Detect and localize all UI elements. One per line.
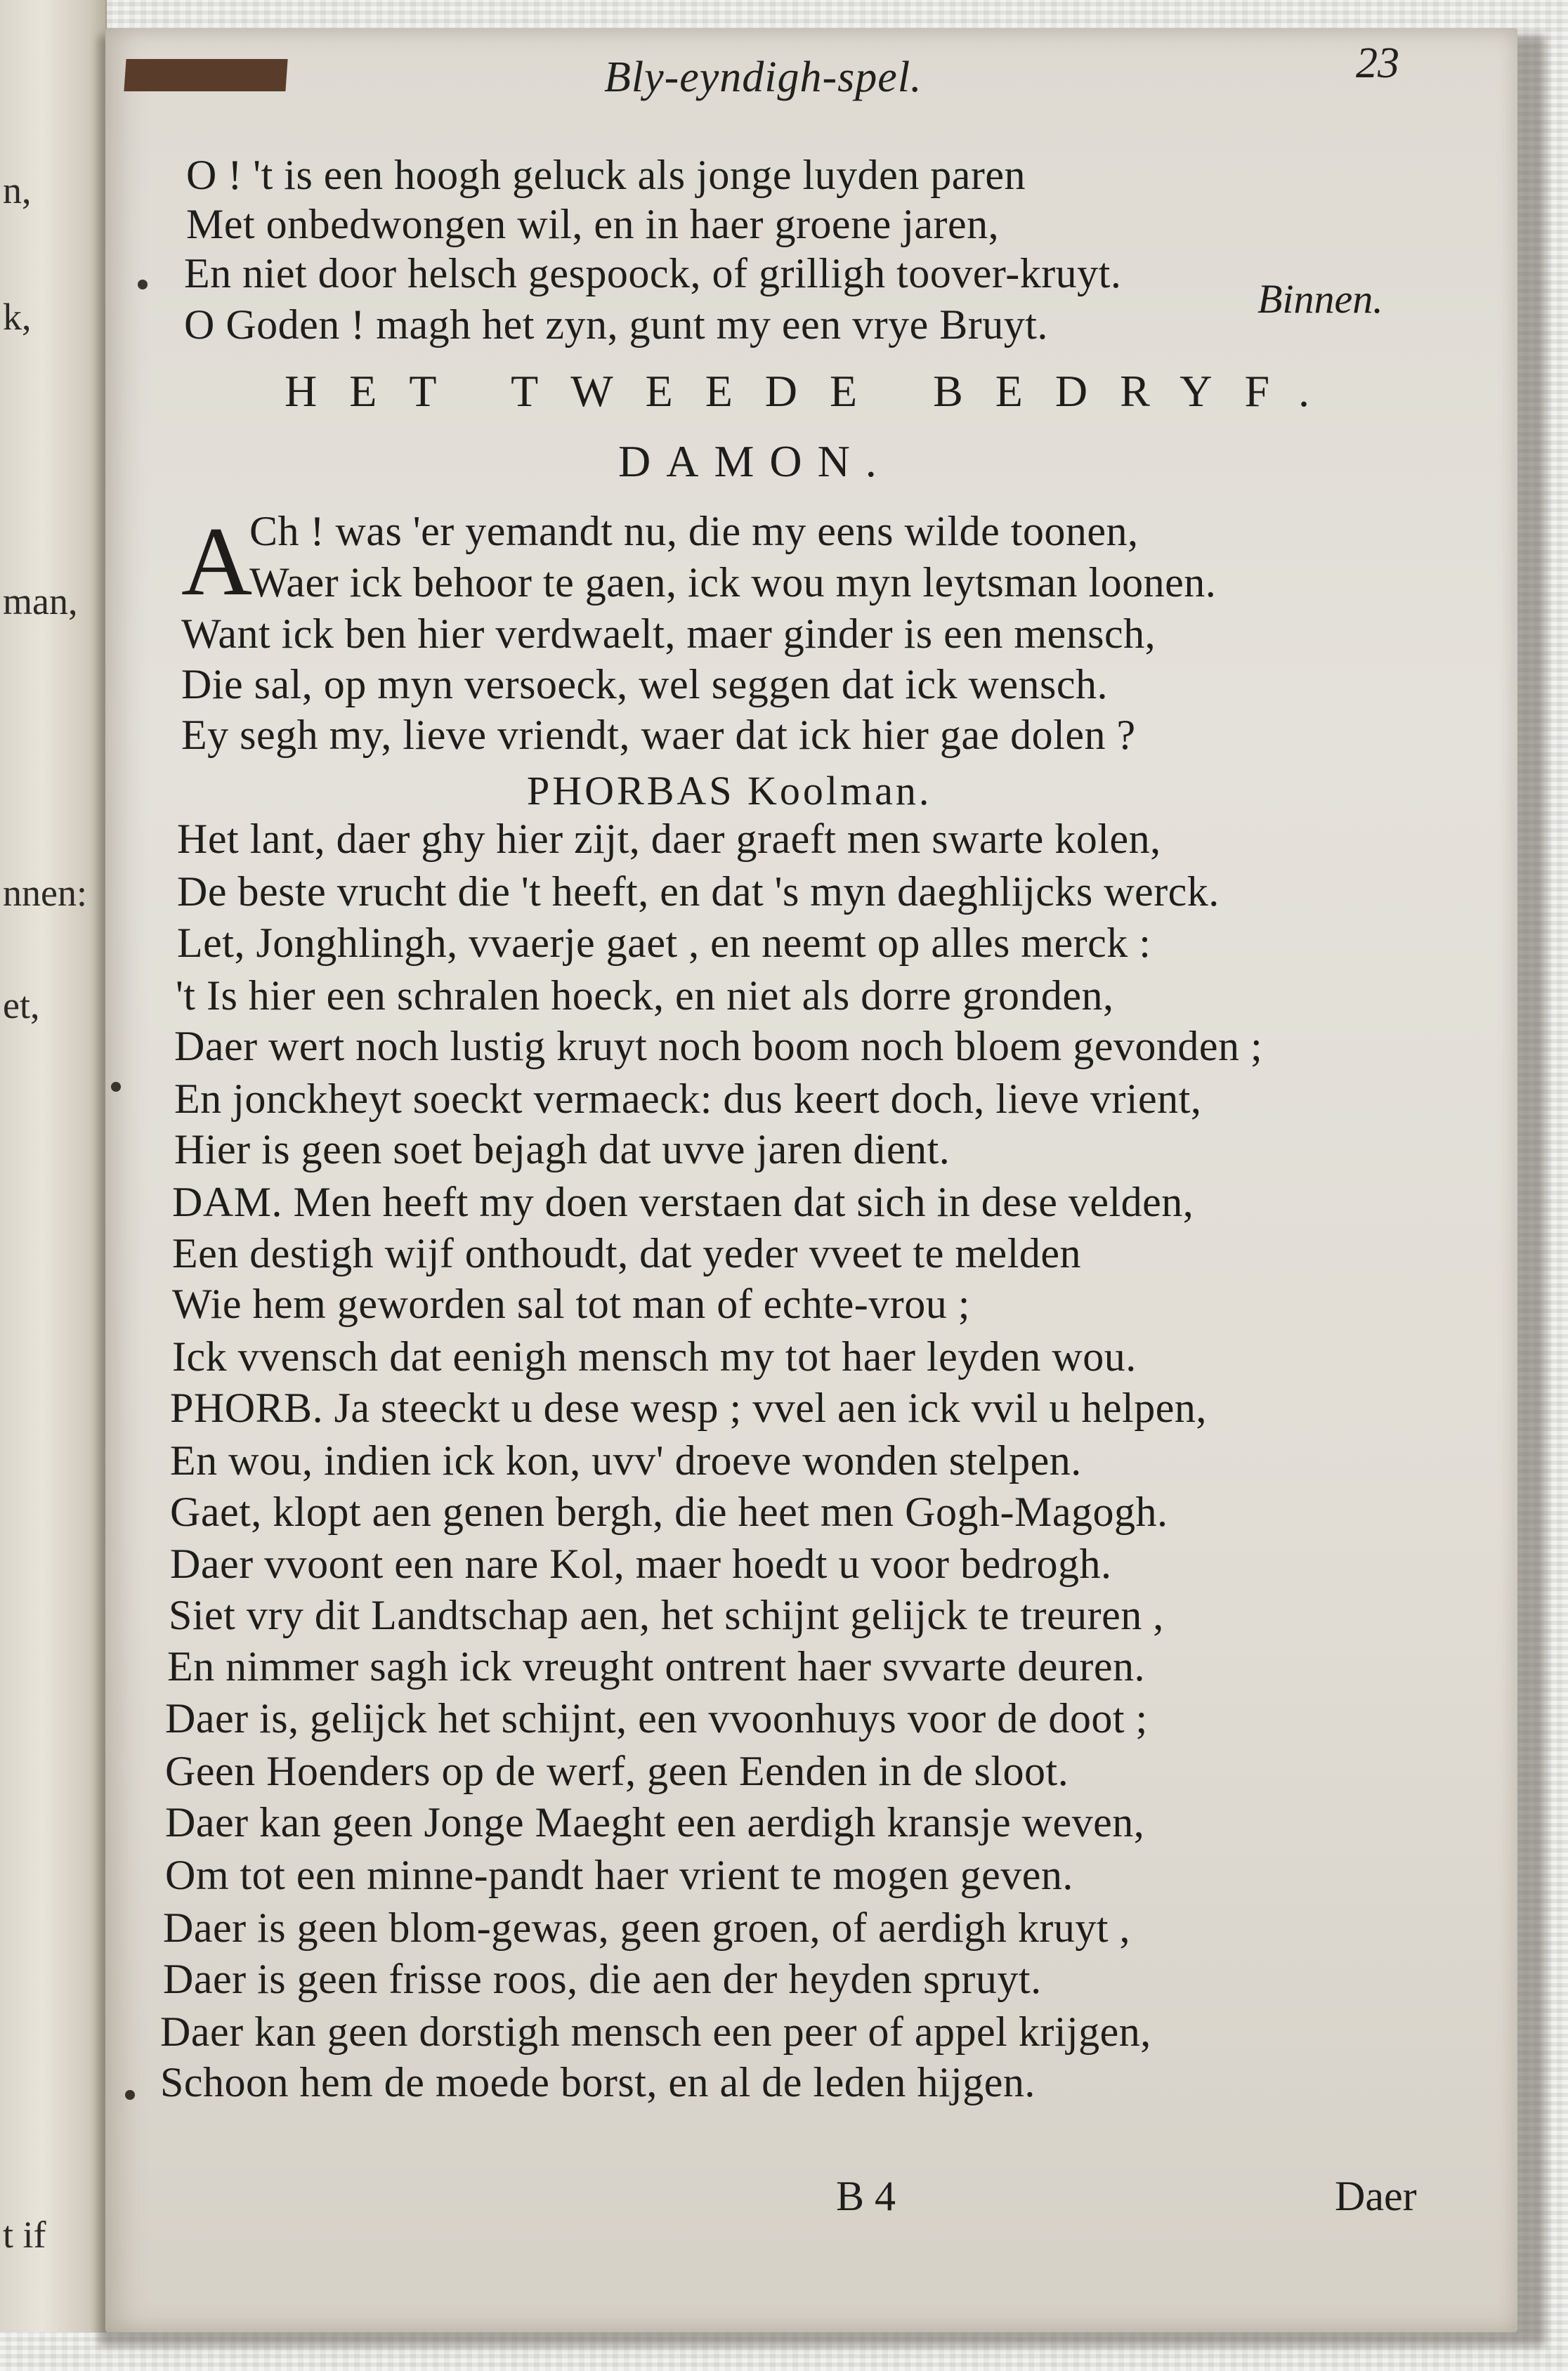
catchword: Daer: [1335, 2173, 1417, 2219]
speaker-heading: DAMON.: [618, 436, 892, 486]
dialogue-line: Daer is geen frisse roos, die aen der heyden spruyt.: [163, 1956, 1042, 2002]
left-page-fragment: k,: [3, 296, 32, 338]
left-page-fragment: man,: [3, 580, 78, 622]
drop-cap: A: [181, 507, 253, 616]
verse-line: En niet door helsch gespoock, of grilligh toover-kruyt.: [184, 250, 1122, 296]
left-page-fragment: n,: [3, 169, 32, 211]
dialogue-line: Om tot een minne-pandt haer vrient te mogen geven.: [165, 1852, 1073, 1898]
dialogue-line: Schoon hem de moede borst, en al de leden hijgen.: [160, 2059, 1035, 2105]
dialogue-line: Daer kan geen Jonge Maeght een aerdigh kransje weven,: [165, 1799, 1145, 1846]
dialogue-line: 't Is hier een schralen hoeck, en niet als dorre gronden,: [176, 972, 1114, 1019]
dialogue-line: Een destigh wijf onthoudt, dat yeder vveet te melden: [172, 1230, 1081, 1276]
verse-line: O Goden ! magh het zyn, gunt my een vrye Bruyt.: [184, 301, 1048, 348]
left-page-fragment: et,: [3, 984, 40, 1026]
dialogue-line: Daer vvoont een nare Kol, maer hoedt u voor bedrogh.: [170, 1541, 1112, 1587]
page-number: 23: [1356, 39, 1399, 87]
dialogue-line: PHORB. Ja steeckt u dese wesp ; vvel aen ick vvil u helpen,: [170, 1385, 1207, 1431]
running-title: Bly-eyndigh-spel.: [604, 53, 922, 101]
stage-direction: Binnen.: [1257, 276, 1383, 322]
previous-page-edge: [0, 0, 107, 2332]
binding-hole: [138, 280, 148, 289]
dialogue-line: En wou, indien ick kon, uvv' droeve wonden stelpen.: [170, 1437, 1082, 1484]
dialogue-line: Geen Hoenders op de werf, geen Eenden in de sloot.: [165, 1748, 1069, 1794]
dialogue-line: Daer kan geen dorstigh mensch een peer of appel krijgen,: [160, 2009, 1151, 2055]
dialogue-line: Siet vry dit Landtschap aen, het schijnt gelijck te treuren ,: [169, 1592, 1164, 1638]
verse-line: O ! 't is een hoogh geluck als jonge luyden paren: [186, 152, 1026, 198]
dialogue-line: Let, Jonghlingh, vvaerje gaet , en neemt op alles merck :: [177, 920, 1151, 966]
dialogue-line: Het lant, daer ghy hier zijt, daer graeft men swarte kolen,: [177, 816, 1161, 862]
ribbon-bookmark: [124, 59, 287, 91]
dialogue-line: De beste vrucht die 't heeft, en dat 's myn daeghlijcks werck.: [177, 868, 1220, 915]
binding-hole: [111, 1082, 121, 1092]
verse-line: Want ick ben hier verdwaelt, maer ginder is een mensch,: [181, 610, 1156, 657]
dialogue-line: DAM. Men heeft my doen verstaen dat sich in dese velden,: [172, 1179, 1194, 1225]
dialogue-line: Daer wert noch lustig kruyt noch boom noch bloem gevonden ;: [174, 1023, 1263, 1069]
verse-line: Met onbedwongen wil, en in haer groene jaren,: [186, 201, 1000, 247]
left-page-fragment: t if: [3, 2214, 46, 2256]
dialogue-line: Ick vvensch dat eenigh mensch my tot haer leyden wou.: [172, 1333, 1137, 1380]
verse-line: Ey segh my, lieve vriendt, waer dat ick hier gae dolen ?: [181, 712, 1136, 758]
speaker-heading: PHORBAS Koolman.: [527, 768, 932, 814]
dialogue-line: Daer is geen blom-gewas, geen groen, of aerdigh kruyt ,: [163, 1905, 1131, 1951]
act-heading: HET TWEEDE BEDRYF.: [285, 366, 1342, 416]
dialogue-line: En nimmer sagh ick vreught ontrent haer svvarte deuren.: [167, 1643, 1146, 1690]
verse-line: Ch ! was 'er yemandt nu, die my eens wilde toonen,: [249, 508, 1139, 554]
dialogue-line: En jonckheyt soeckt vermaeck: dus keert doch, lieve vrient,: [174, 1076, 1202, 1122]
dialogue-line: Gaet, klopt aen genen bergh, die heet men Gogh-Magogh.: [170, 1489, 1168, 1535]
binding-hole: [125, 2090, 135, 2100]
verse-line: Waer ick behoor te gaen, ick wou myn leytsman loonen.: [249, 559, 1217, 606]
signature-mark: B 4: [836, 2173, 896, 2219]
dialogue-line: Hier is geen soet bejagh dat uvve jaren dient.: [174, 1126, 950, 1173]
dialogue-line: Wie hem geworden sal tot man of echte-vrou ;: [172, 1281, 970, 1327]
left-page-fragment: nnen:: [3, 872, 87, 914]
dialogue-line: Daer is, gelijck het schijnt, een vvoonhuys voor de doot ;: [165, 1695, 1148, 1742]
verse-line: Die sal, op myn versoeck, wel seggen dat ick wensch.: [181, 661, 1108, 707]
